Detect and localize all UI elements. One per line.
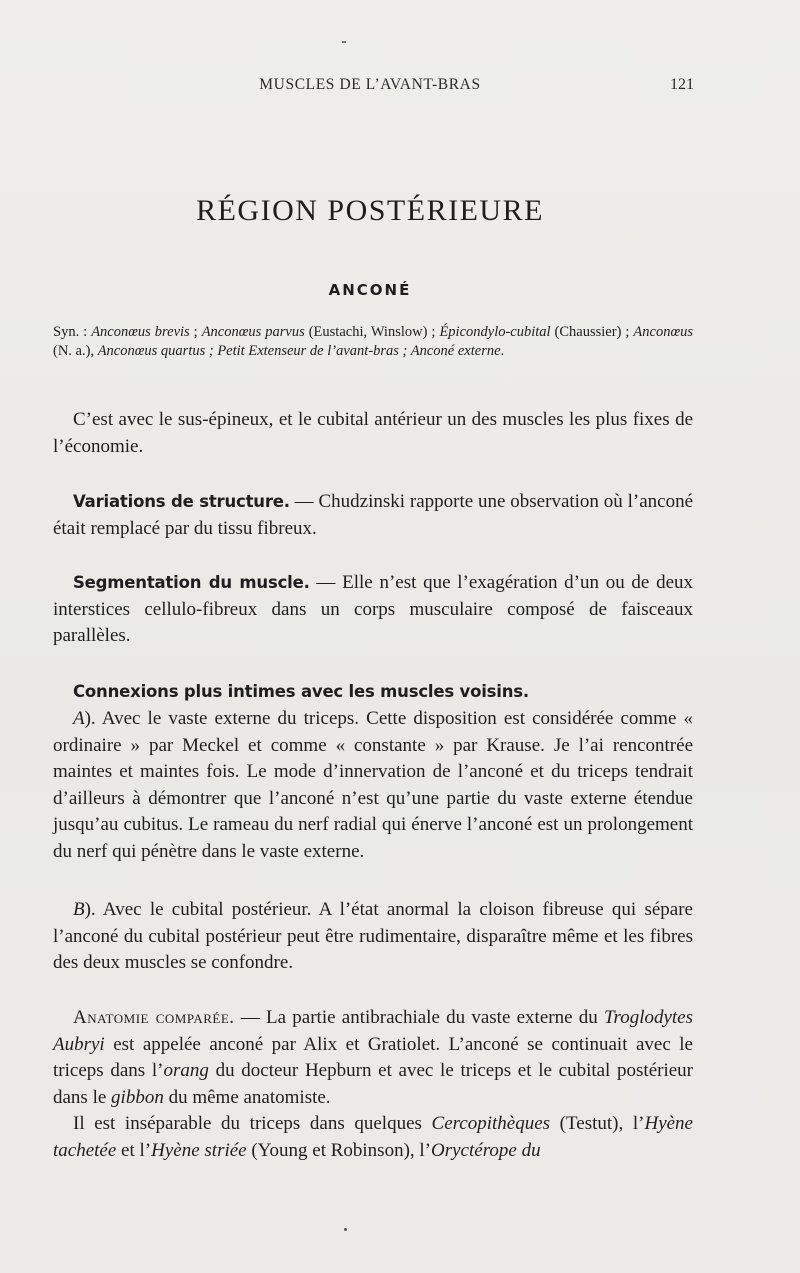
species-name: Hyène striée xyxy=(151,1139,247,1161)
anatomie-text: du docteur Hepburn et avec le triceps et le cubital postérieur dans le xyxy=(53,1060,694,1108)
page-number: 121 xyxy=(670,76,694,93)
segmentation-paragraph xyxy=(53,570,693,650)
syn-name: Anconœus quartus ; Petit Extenseur de l’avant-bras ; Anconé externe xyxy=(97,343,501,359)
anatomie-text: — La partie antibrachiale du vaste externe du xyxy=(234,1007,604,1028)
item-letter: A xyxy=(73,708,85,729)
running-title: MUSCLES DE L’AVANT-BRAS xyxy=(259,76,481,93)
intro-paragraph: C’est avec le sus-épineux, et le cubital antérieur un des muscles les plus fixes de l’économie. xyxy=(53,409,693,457)
species-name: gibbon xyxy=(111,1086,164,1108)
syn-name: Anconœus brevis xyxy=(91,324,190,340)
syn-name: Anconœus xyxy=(633,324,694,340)
variations-paragraph xyxy=(53,489,693,542)
last-text: Il est inséparable du triceps dans quelques xyxy=(73,1113,432,1134)
anatomie-text: du même anatomiste. xyxy=(163,1086,331,1108)
last-paragraph xyxy=(53,1111,693,1164)
anatomie-label: Anatomie comparée. xyxy=(73,1007,235,1028)
syn-sep: (Eustachi, Winslow) ; xyxy=(304,324,440,340)
connexions-b-text: ). Avec le cubital postérieur. A l’état anormal la cloison fibreuse qui sépare l’anconé du cubital postérieur peut être rudimentaire, disparaître même et les fibres des deux muscles se confondre. xyxy=(53,899,693,973)
segmentation-text: — Elle n’est que l’exagération d’un ou de deux interstices cellulo-fibreux dans un corps musculaire composé de faisceaux parallèles. xyxy=(53,572,694,646)
connexions-a-text: ). Avec le vaste externe du triceps. Cette disposition est considérée comme « ordinaire » par Meckel et comme « constante » par Krause. Je l’ai rencontrée maintes et maintes fois. Le mode d’innervation de l’anconé et du triceps tendrait d’ailleurs à démontrer que l’anconé n’est qu’une partie du vaste externe étendue jusqu’au cubitus. Le rameau du nerf radial qui énerve l’anconé est un prolongement du nerf qui pénètre dans le vaste externe. xyxy=(53,708,693,862)
anatomie-text: est appelée anconé par Alix et Gratiolet. L’anconé se continuait avec le triceps dans l’ xyxy=(53,1033,693,1081)
syn-sep: . xyxy=(500,343,505,359)
connexions-a-paragraph xyxy=(53,706,693,865)
syn-name: Épicondylo-cubital xyxy=(439,324,551,340)
variations-text: — Chudzinski rapporte une observation où l’anconé était remplacé par du tissu fibreux. xyxy=(53,491,694,539)
print-speck xyxy=(342,41,346,43)
running-header xyxy=(0,76,800,98)
species-name: Hyène tachetée xyxy=(53,1113,693,1161)
item-letter: B xyxy=(73,899,85,920)
last-text: et l’ xyxy=(116,1139,152,1161)
syn-sep: (N. a.), xyxy=(53,343,98,359)
connexions-heading xyxy=(53,679,693,706)
species-name: Oryctérope du xyxy=(431,1139,541,1161)
species-name: orang xyxy=(163,1060,209,1081)
last-text: (Testut), l’ xyxy=(550,1113,645,1134)
segmentation-label: Segmentation du muscle. xyxy=(73,573,310,592)
syn-lead: Syn. : xyxy=(53,324,92,340)
print-speck xyxy=(344,1228,347,1231)
last-text: (Young et Robinson), l’ xyxy=(246,1139,431,1161)
article-title: ANCONÉ xyxy=(328,281,412,299)
syn-sep: ; xyxy=(189,324,202,340)
species-name: Cercopithèques xyxy=(431,1113,551,1134)
syn-name: Anconœus parvus xyxy=(201,324,305,340)
species-name: Troglodytes Aubryi xyxy=(53,1007,694,1055)
connexions-b-paragraph xyxy=(53,897,693,977)
syn-sep: (Chaussier) ; xyxy=(550,324,634,340)
anatomie-paragraph xyxy=(53,1005,693,1111)
section-title: RÉGION POSTÉRIEURE xyxy=(196,194,544,227)
synonyms-paragraph xyxy=(53,323,693,361)
variations-label: Variations de structure. xyxy=(73,492,290,511)
connexions-label: Connexions plus intimes avec les muscles voisins. xyxy=(73,682,529,701)
